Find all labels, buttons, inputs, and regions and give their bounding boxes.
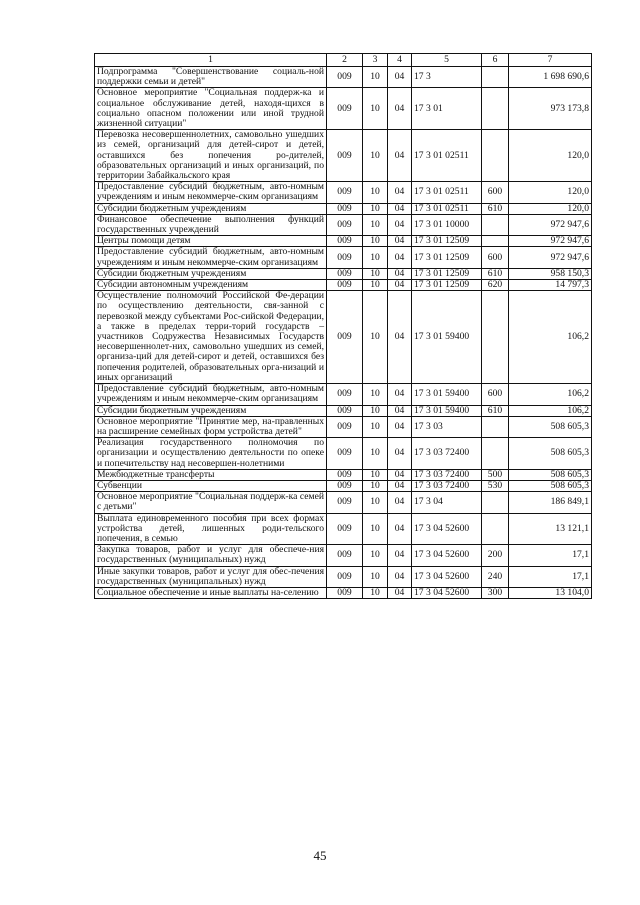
row-amount-cell: 120,0 [509, 182, 592, 203]
row-admin-code-cell: 009 [327, 513, 363, 545]
row-amount-cell: 120,0 [509, 203, 592, 214]
row-name-cell: Перевозка несовершеннолетних, самовольно ушедших из семей, организаций для детей-сирот и детей, оставшихся без попечения ро-дителей, образовательных организаций и иных организаций, по территории Забайкальского края [95, 130, 327, 182]
row-admin-code-cell: 009 [327, 469, 363, 480]
row-section-cell: 10 [363, 545, 388, 566]
row-amount-cell: 508 605,3 [509, 438, 592, 470]
row-section-cell: 10 [363, 130, 388, 182]
row-name-cell: Основное мероприятие "Принятие мер, на-правленных на расширение семейных форм устройства детей" [95, 416, 327, 437]
row-section-cell: 10 [363, 405, 388, 416]
row-expense-type-cell [482, 416, 509, 437]
row-subsection-cell: 04 [388, 236, 412, 247]
row-admin-code-cell: 009 [327, 438, 363, 470]
row-name-cell: Социальное обеспечение и иные выплаты на-селению [95, 587, 327, 598]
row-expense-type-cell [482, 88, 509, 130]
row-target-article-cell: 17 3 03 72400 [412, 438, 482, 470]
row-target-article-cell: 17 3 04 52600 [412, 566, 482, 587]
table-row [95, 587, 592, 598]
row-expense-type-cell [482, 492, 509, 513]
row-name-cell: Реализация государственного полномочия по организации и осуществлению деятельности по опеке и попечительству над несовершен-нолетними [95, 438, 327, 470]
row-admin-code-cell: 009 [327, 130, 363, 182]
row-target-article-cell: 17 3 01 12509 [412, 268, 482, 279]
row-target-article-cell: 17 3 [412, 67, 482, 88]
row-target-article-cell: 17 3 01 02511 [412, 203, 482, 214]
row-section-cell: 10 [363, 291, 388, 384]
row-expense-type-cell: 500 [482, 469, 509, 480]
row-amount-cell: 508 605,3 [509, 469, 592, 480]
table-row [95, 513, 592, 545]
row-expense-type-cell: 620 [482, 280, 509, 291]
row-section-cell: 10 [363, 67, 388, 88]
row-target-article-cell: 17 3 01 12509 [412, 236, 482, 247]
row-section-cell: 10 [363, 268, 388, 279]
column-header-3: 3 [363, 54, 388, 67]
page-number: 45 [313, 848, 327, 863]
row-admin-code-cell: 009 [327, 566, 363, 587]
row-name-cell: Иные закупки товаров, работ и услуг для обес-печения государственных (муниципальных) нужд [95, 566, 327, 587]
row-expense-type-cell [482, 67, 509, 88]
table-row [95, 182, 592, 203]
row-section-cell: 10 [363, 280, 388, 291]
row-name-cell: Предоставление субсидий бюджетным, авто-номным учреждениям и иным некоммерче-ским организациям [95, 247, 327, 268]
row-target-article-cell: 17 3 04 52600 [412, 513, 482, 545]
row-section-cell: 10 [363, 513, 388, 545]
row-expense-type-cell: 600 [482, 182, 509, 203]
row-expense-type-cell: 530 [482, 480, 509, 491]
row-target-article-cell: 17 3 01 02511 [412, 182, 482, 203]
row-target-article-cell: 17 3 03 [412, 416, 482, 437]
row-name-cell: Межбюджетные трансферты [95, 469, 327, 480]
row-section-cell: 10 [363, 587, 388, 598]
row-admin-code-cell: 009 [327, 545, 363, 566]
row-subsection-cell: 04 [388, 291, 412, 384]
row-subsection-cell: 04 [388, 203, 412, 214]
row-amount-cell: 1 698 690,6 [509, 67, 592, 88]
row-amount-cell: 508 605,3 [509, 480, 592, 491]
row-amount-cell: 17,1 [509, 566, 592, 587]
row-expense-type-cell: 610 [482, 405, 509, 416]
row-name-cell: Закупка товаров, работ и услуг для обеспече-ния государственных (муниципальных) нужд [95, 545, 327, 566]
row-section-cell: 10 [363, 438, 388, 470]
row-name-cell: Субсидии бюджетным учреждениям [95, 268, 327, 279]
row-target-article-cell: 17 3 03 72400 [412, 469, 482, 480]
row-name-cell: Субсидии автономным учреждениям [95, 280, 327, 291]
row-admin-code-cell: 009 [327, 291, 363, 384]
row-name-cell: Основное мероприятие "Социальная поддерж-ка семей с детьми" [95, 492, 327, 513]
row-name-cell: Предоставление субсидий бюджетным, авто-номным учреждениям и иным некоммерче-ским организациям [95, 182, 327, 203]
row-amount-cell: 972 947,6 [509, 236, 592, 247]
column-header-2: 2 [327, 54, 363, 67]
row-expense-type-cell: 610 [482, 268, 509, 279]
row-target-article-cell: 17 3 01 02511 [412, 130, 482, 182]
row-amount-cell: 973 173,8 [509, 88, 592, 130]
row-admin-code-cell: 009 [327, 405, 363, 416]
row-section-cell: 10 [363, 214, 388, 235]
row-section-cell: 10 [363, 236, 388, 247]
row-subsection-cell: 04 [388, 268, 412, 279]
table-row [95, 480, 592, 491]
table-row [95, 214, 592, 235]
column-header-5: 5 [412, 54, 482, 67]
row-amount-cell: 14 797,3 [509, 280, 592, 291]
row-subsection-cell: 04 [388, 182, 412, 203]
column-header-1: 1 [95, 54, 327, 67]
row-section-cell: 10 [363, 480, 388, 491]
table-row [95, 384, 592, 405]
row-amount-cell: 106,2 [509, 291, 592, 384]
row-target-article-cell: 17 3 04 [412, 492, 482, 513]
table-row [95, 203, 592, 214]
row-expense-type-cell: 610 [482, 203, 509, 214]
row-subsection-cell: 04 [388, 384, 412, 405]
row-amount-cell: 972 947,6 [509, 214, 592, 235]
row-expense-type-cell: 600 [482, 384, 509, 405]
row-section-cell: 10 [363, 492, 388, 513]
row-subsection-cell: 04 [388, 587, 412, 598]
table-row [95, 416, 592, 437]
row-target-article-cell: 17 3 01 10000 [412, 214, 482, 235]
row-section-cell: 10 [363, 566, 388, 587]
row-subsection-cell: 04 [388, 130, 412, 182]
row-subsection-cell: 04 [388, 438, 412, 470]
table-row [95, 280, 592, 291]
table-row [95, 469, 592, 480]
table-row [95, 291, 592, 384]
row-section-cell: 10 [363, 203, 388, 214]
row-amount-cell: 106,2 [509, 384, 592, 405]
row-expense-type-cell [482, 236, 509, 247]
row-admin-code-cell: 009 [327, 88, 363, 130]
row-expense-type-cell: 240 [482, 566, 509, 587]
header-row [95, 54, 592, 67]
row-name-cell: Субвенции [95, 480, 327, 491]
budget-table [94, 53, 592, 599]
row-expense-type-cell [482, 513, 509, 545]
column-header-6: 6 [482, 54, 509, 67]
row-name-cell: Центры помощи детям [95, 236, 327, 247]
row-target-article-cell: 17 3 01 12509 [412, 280, 482, 291]
column-header-4: 4 [388, 54, 412, 67]
table-row [95, 247, 592, 268]
table-row [95, 268, 592, 279]
table-body [95, 67, 592, 599]
row-amount-cell: 972 947,6 [509, 247, 592, 268]
row-admin-code-cell: 009 [327, 203, 363, 214]
row-amount-cell: 106,2 [509, 405, 592, 416]
row-admin-code-cell: 009 [327, 587, 363, 598]
row-subsection-cell: 04 [388, 280, 412, 291]
row-section-cell: 10 [363, 88, 388, 130]
row-expense-type-cell: 200 [482, 545, 509, 566]
row-target-article-cell: 17 3 01 59400 [412, 405, 482, 416]
column-header-7: 7 [509, 54, 592, 67]
row-subsection-cell: 04 [388, 480, 412, 491]
row-target-article-cell: 17 3 04 52600 [412, 545, 482, 566]
row-subsection-cell: 04 [388, 405, 412, 416]
row-section-cell: 10 [363, 469, 388, 480]
table-row [95, 545, 592, 566]
table-row [95, 566, 592, 587]
row-amount-cell: 120,0 [509, 130, 592, 182]
row-name-cell: Субсидии бюджетным учреждениям [95, 203, 327, 214]
row-subsection-cell: 04 [388, 513, 412, 545]
table-row [95, 67, 592, 88]
row-amount-cell: 13 104,0 [509, 587, 592, 598]
row-admin-code-cell: 009 [327, 214, 363, 235]
row-amount-cell: 13 121,1 [509, 513, 592, 545]
row-target-article-cell: 17 3 03 72400 [412, 480, 482, 491]
table-row [95, 492, 592, 513]
row-admin-code-cell: 009 [327, 480, 363, 491]
row-name-cell: Основное мероприятие "Социальная поддерж-ка и социальное обслуживание детей, находя-щихся в социально опасном положении или иной трудной жизненной ситуации" [95, 88, 327, 130]
table-row [95, 130, 592, 182]
row-expense-type-cell [482, 130, 509, 182]
row-admin-code-cell: 009 [327, 416, 363, 437]
row-admin-code-cell: 009 [327, 280, 363, 291]
row-admin-code-cell: 009 [327, 182, 363, 203]
row-name-cell: Осуществление полномочий Российской Фе-дерации по осуществлению деятельности, свя-занной с перевозкой между субъектами Рос-сийской Федерации, а также в пределах терри-торий государств – участников Содружества Независимых Государств несовершеннолет-них, самовольно ушедших из семей, организа-ций для детей-сирот и детей, оставшихся без попечения родителей, образовательных орга-низаций и иных организаций [95, 291, 327, 384]
row-target-article-cell: 17 3 04 52600 [412, 587, 482, 598]
row-subsection-cell: 04 [388, 67, 412, 88]
row-name-cell: Подпрограмма "Совершенствование социаль-ной поддержки семьи и детей" [95, 67, 327, 88]
row-admin-code-cell: 009 [327, 236, 363, 247]
document-page [94, 53, 591, 599]
row-target-article-cell: 17 3 01 [412, 88, 482, 130]
row-name-cell: Субсидии бюджетным учреждениям [95, 405, 327, 416]
row-name-cell: Финансовое обеспечение выполнения функций государственных учреждений [95, 214, 327, 235]
row-expense-type-cell [482, 438, 509, 470]
row-amount-cell: 958 150,3 [509, 268, 592, 279]
row-amount-cell: 186 849,1 [509, 492, 592, 513]
row-name-cell: Предоставление субсидий бюджетным, авто-номным учреждениям и иным некоммерче-ским организациям [95, 384, 327, 405]
row-admin-code-cell: 009 [327, 268, 363, 279]
row-subsection-cell: 04 [388, 492, 412, 513]
row-expense-type-cell: 600 [482, 247, 509, 268]
row-admin-code-cell: 009 [327, 492, 363, 513]
table-row [95, 88, 592, 130]
row-target-article-cell: 17 3 01 59400 [412, 384, 482, 405]
row-amount-cell: 17,1 [509, 545, 592, 566]
row-subsection-cell: 04 [388, 566, 412, 587]
table-row [95, 405, 592, 416]
row-expense-type-cell [482, 214, 509, 235]
row-subsection-cell: 04 [388, 214, 412, 235]
row-subsection-cell: 04 [388, 88, 412, 130]
row-section-cell: 10 [363, 384, 388, 405]
row-target-article-cell: 17 3 01 59400 [412, 291, 482, 384]
table-row [95, 438, 592, 470]
row-name-cell: Выплата единовременного пособия при всех формах устройства детей, лишенных роди-тельского попечения, в семью [95, 513, 327, 545]
row-admin-code-cell: 009 [327, 67, 363, 88]
row-section-cell: 10 [363, 182, 388, 203]
row-subsection-cell: 04 [388, 469, 412, 480]
row-section-cell: 10 [363, 416, 388, 437]
row-subsection-cell: 04 [388, 416, 412, 437]
table-row [95, 236, 592, 247]
row-admin-code-cell: 009 [327, 384, 363, 405]
row-section-cell: 10 [363, 247, 388, 268]
row-admin-code-cell: 009 [327, 247, 363, 268]
row-subsection-cell: 04 [388, 247, 412, 268]
row-expense-type-cell [482, 291, 509, 384]
row-target-article-cell: 17 3 01 12509 [412, 247, 482, 268]
row-expense-type-cell: 300 [482, 587, 509, 598]
row-subsection-cell: 04 [388, 545, 412, 566]
row-amount-cell: 508 605,3 [509, 416, 592, 437]
